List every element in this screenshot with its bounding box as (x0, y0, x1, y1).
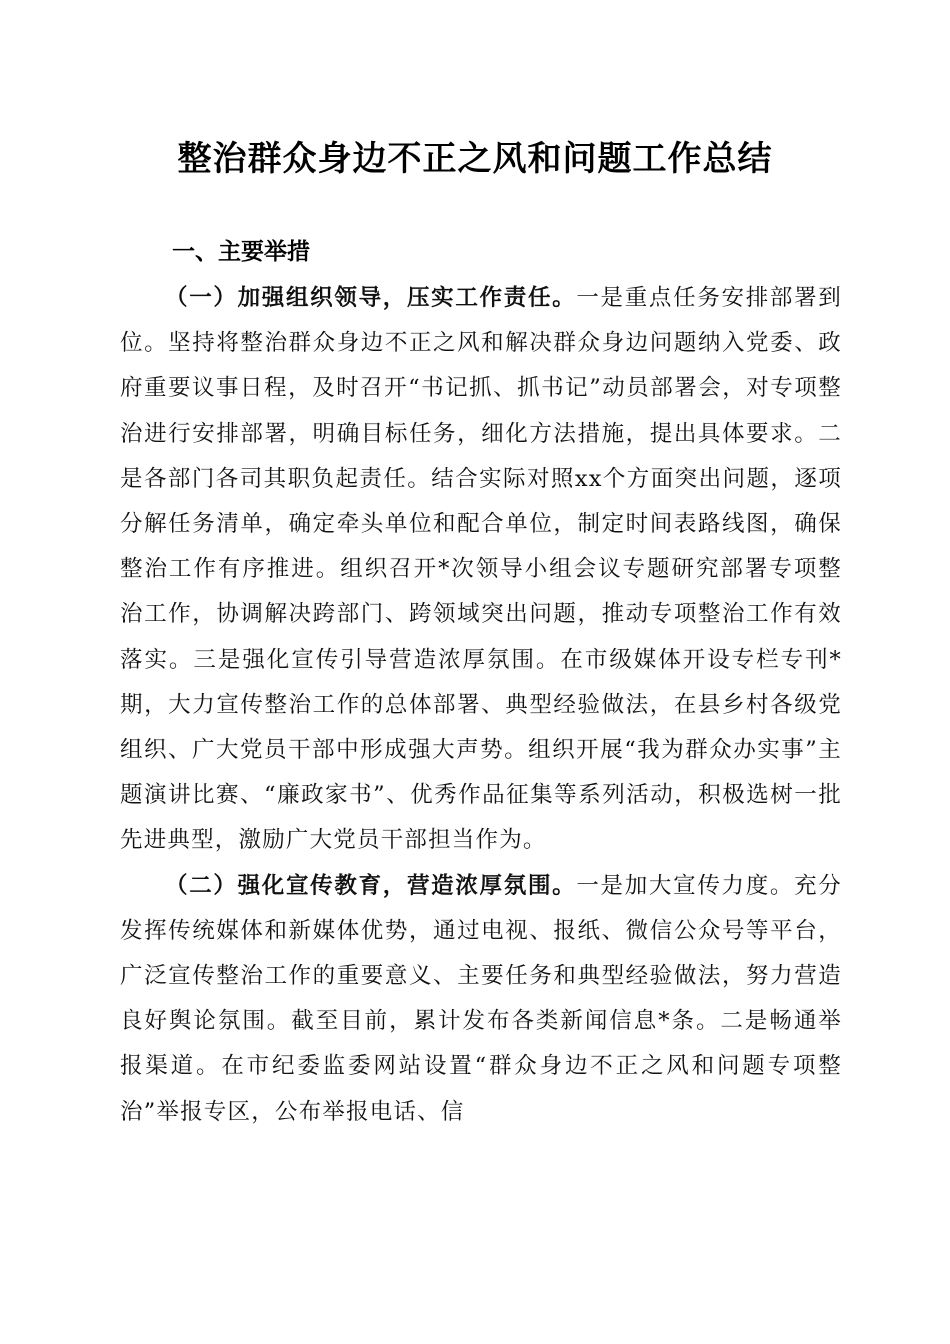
document-body (120, 276, 842, 1135)
paragraph-1 (120, 276, 842, 864)
paragraph-1-text: 一是重点任务安排部署到位。坚持将整治群众身边不正之风和解决群众身边问题纳入党委、政府重要议事日程，及时召开“书记抓、抓书记”动员部署会，对专项整治进行安排部署，明确目标任务，细化方法措施，提出具体要求。二是各部门各司其职负起责任。结合实际对照xx个方面突出问题，逐项分解任务清单，确定牵头单位和配合单位，制定时间表路线图，确保整治工作有序推进。组织召开*次领导小组会议专题研究部署专项整治工作，协调解决跨部门、跨领域突出问题，推动专项整治工作有效落实。三是强化宣传引导营造浓厚氛围。在市级媒体开设专栏专刊*期，大力宣传整治工作的总体部署、典型经验做法，在县乡村各级党组织、广大党员干部中形成强大声势。组织开展“我为群众办实事”主题演讲比赛、“廉政家书”、优秀作品征集等系列活动，积极选树一批先进典型，激励广大党员干部担当作为。 (120, 285, 843, 854)
paragraph-1-heading: （一）加强组织领导，压实工作责任。 (165, 285, 577, 311)
paragraph-2-text: 一是加大宣传力度。充分发挥传统媒体和新媒体优势，通过电视、报纸、微信公众号等平台，广泛宣传整治工作的重要意义、主要任务和典型经验做法，努力营造良好舆论氛围。截至目前，累计发布各类新闻信息*条。二是畅通举报渠道。在市纪委监委网站设置“群众身边不正之风和问题专项整治”举报专区，公布举报电话、信 (120, 872, 843, 1125)
document-title: 整治群众身边不正之风和问题工作总结 (177, 139, 773, 179)
section-heading: 一、主要举措 (172, 239, 310, 265)
paragraph-2 (120, 864, 842, 1135)
paragraph-2-heading: （二）强化宣传教育，营造浓厚氛围。 (165, 872, 577, 899)
